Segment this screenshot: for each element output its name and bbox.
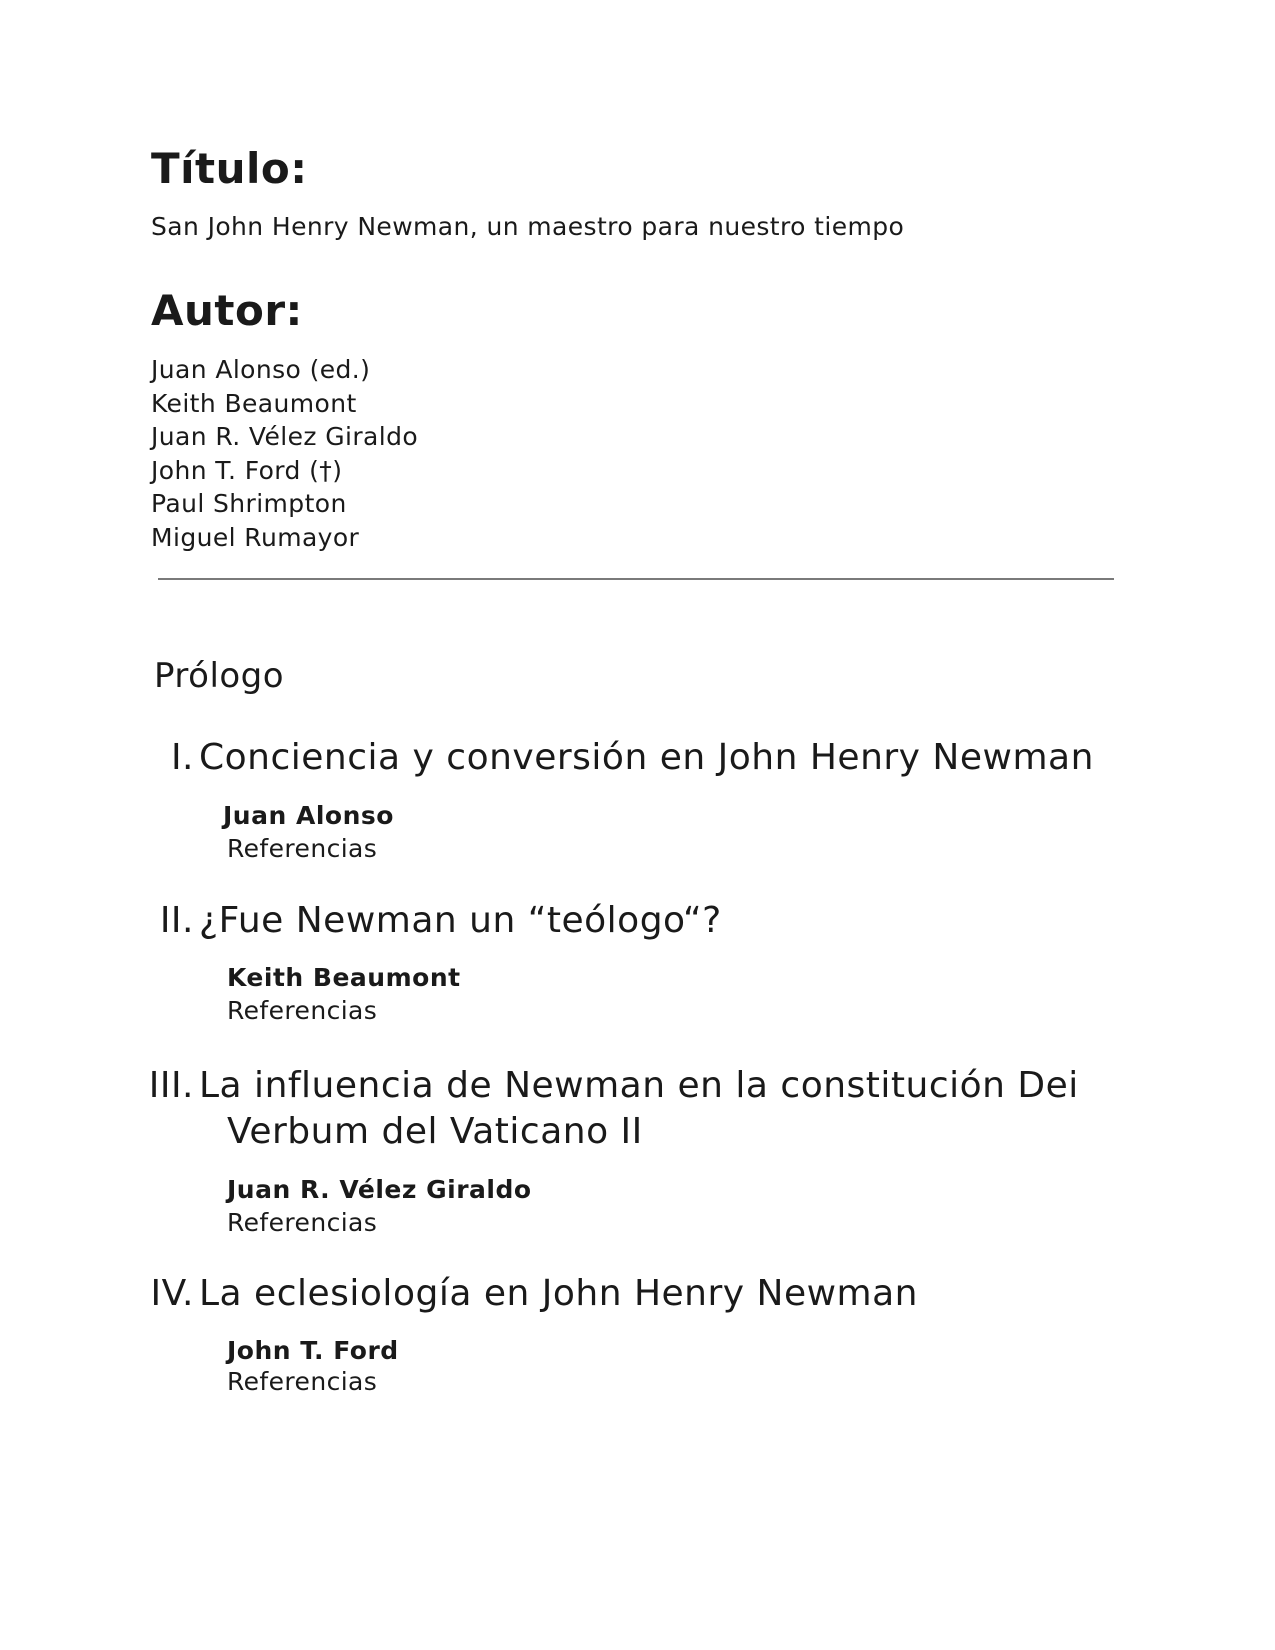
book-title: San John Henry Newman, un maestro para nuestro tiempo [151,212,905,241]
author-item: Juan Alonso (ed.) [151,355,371,384]
chapter-title[interactable]: ¿Fue Newman un “teólogo“? [199,900,722,941]
chapter-author: Juan Alonso [223,801,394,830]
chapter-author: John T. Ford [227,1336,399,1365]
chapter-references[interactable]: Referencias [227,1367,378,1396]
chapter-references[interactable]: Referencias [227,1208,378,1237]
chapter-title[interactable]: La influencia de Newman en la constitución Dei [199,1065,1079,1106]
author-item: Juan R. Vélez Giraldo [151,422,419,451]
chapter-title[interactable]: Conciencia y conversión en John Henry Newman [199,737,1094,778]
chapter-number: IV. [150,1273,194,1314]
chapter-number: III. [148,1065,194,1106]
toc-prologue[interactable]: Prólogo [154,656,285,696]
author-item: Paul Shrimpton [151,489,347,518]
chapter-author: Juan R. Vélez Giraldo [227,1175,532,1204]
section-divider [158,578,1114,580]
author-item: John T. Ford (†) [151,455,343,485]
chapter-references[interactable]: Referencias [227,834,378,863]
author-item: Miguel Rumayor [151,522,360,552]
author-list [151,353,418,554]
author-item: Keith Beaumont [151,388,357,418]
chapter-title-continuation[interactable]: Verbum del Vaticano II [227,1111,643,1152]
title-heading: Título: [151,144,308,193]
chapter-number: I. [170,737,194,778]
author-heading: Autor: [151,286,303,335]
chapter-references[interactable]: Referencias [227,996,378,1025]
chapter-title[interactable]: La eclesiología en John Henry Newman [199,1273,918,1314]
chapter-author: Keith Beaumont [227,963,461,992]
chapter-number: II. [159,900,194,941]
